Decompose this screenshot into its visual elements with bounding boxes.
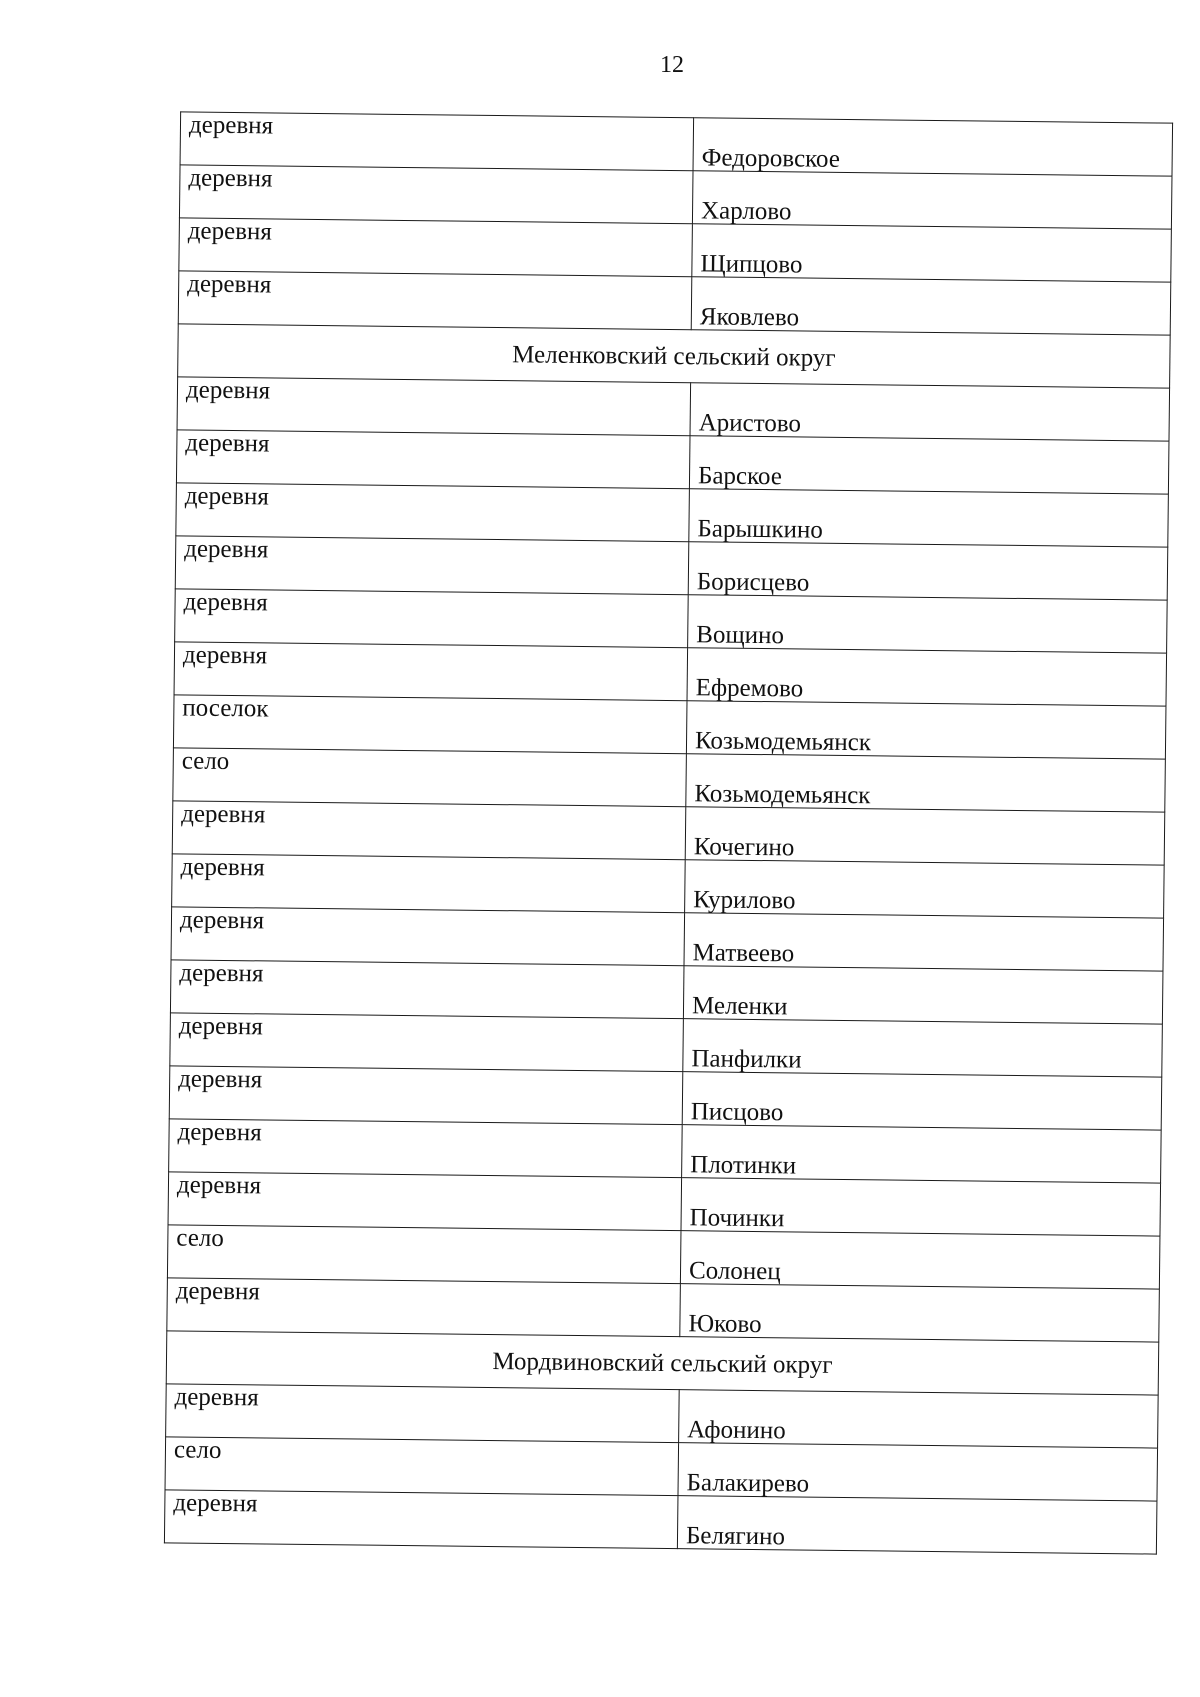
- settlement-name-cell: Ефремово: [687, 648, 1167, 706]
- settlement-type-cell: деревня: [166, 1384, 680, 1443]
- settlement-name-cell: Вощино: [688, 595, 1168, 653]
- settlement-type-cell: деревня: [168, 1172, 682, 1231]
- settlement-type-cell: село: [165, 1437, 679, 1496]
- settlement-name-cell: Юково: [680, 1284, 1160, 1342]
- settlement-name-cell: Писцово: [682, 1072, 1162, 1130]
- settlement-name-cell: Яковлево: [691, 277, 1171, 335]
- settlement-type-cell: деревня: [174, 642, 688, 701]
- settlement-type-cell: деревня: [167, 1278, 681, 1337]
- settlement-name-cell: Курилово: [685, 860, 1165, 918]
- settlement-type-cell: деревня: [180, 112, 694, 171]
- settlement-name-cell: Панфилки: [683, 1019, 1163, 1077]
- table-body: [164, 112, 1172, 1554]
- settlement-type-cell: деревня: [170, 960, 684, 1019]
- settlement-name-cell: Матвеево: [684, 913, 1164, 971]
- settlement-name-cell: Починки: [681, 1178, 1161, 1236]
- settlement-name-cell: Кочегино: [685, 807, 1165, 865]
- settlement-name-cell: Козьмодемьянск: [686, 754, 1166, 812]
- settlement-name-cell: Федоровское: [693, 118, 1173, 176]
- settlement-type-cell: деревня: [179, 218, 693, 277]
- settlement-type-cell: деревня: [175, 589, 689, 648]
- settlement-name-cell: Солонец: [680, 1231, 1160, 1289]
- settlement-name-cell: Барское: [689, 436, 1169, 494]
- settlement-type-cell: деревня: [177, 377, 691, 436]
- settlement-type-cell: деревня: [169, 1119, 683, 1178]
- settlement-name-cell: Козьмодемьянск: [686, 701, 1166, 759]
- page-number: 12: [660, 52, 684, 78]
- settlement-name-cell: Меленки: [683, 966, 1163, 1024]
- settlement-type-cell: деревня: [178, 271, 692, 330]
- settlement-type-cell: деревня: [172, 854, 686, 913]
- settlement-name-cell: Борисцево: [688, 542, 1168, 600]
- settlement-name-cell: Аристово: [690, 383, 1170, 441]
- settlements-table: [164, 111, 1173, 1554]
- settlement-name-cell: Харлово: [692, 171, 1172, 229]
- settlement-type-cell: деревня: [175, 536, 689, 595]
- settlement-type-cell: деревня: [172, 801, 686, 860]
- settlement-name-cell: Барышкино: [689, 489, 1169, 547]
- settlement-name-cell: Балакирево: [678, 1443, 1158, 1501]
- settlement-type-cell: поселок: [173, 695, 687, 754]
- settlement-name-cell: Белягино: [677, 1496, 1157, 1554]
- settlement-name-cell: Афонино: [679, 1390, 1159, 1448]
- settlement-name-cell: Щипцово: [692, 224, 1172, 282]
- table-row: [164, 1490, 1157, 1554]
- settlement-type-cell: деревня: [164, 1490, 678, 1549]
- settlement-type-cell: деревня: [171, 907, 685, 966]
- settlement-type-cell: село: [173, 748, 687, 807]
- settlement-type-cell: деревня: [176, 483, 690, 542]
- settlement-type-cell: деревня: [169, 1066, 683, 1125]
- settlement-type-cell: село: [167, 1225, 681, 1284]
- settlement-type-cell: деревня: [179, 165, 693, 224]
- section-title: Мордвиновский сельский округ: [166, 1331, 1159, 1395]
- settlement-type-cell: деревня: [170, 1013, 684, 1072]
- settlement-type-cell: деревня: [176, 430, 690, 489]
- settlement-name-cell: Плотинки: [682, 1125, 1162, 1183]
- section-title: Меленковский сельский округ: [178, 324, 1171, 388]
